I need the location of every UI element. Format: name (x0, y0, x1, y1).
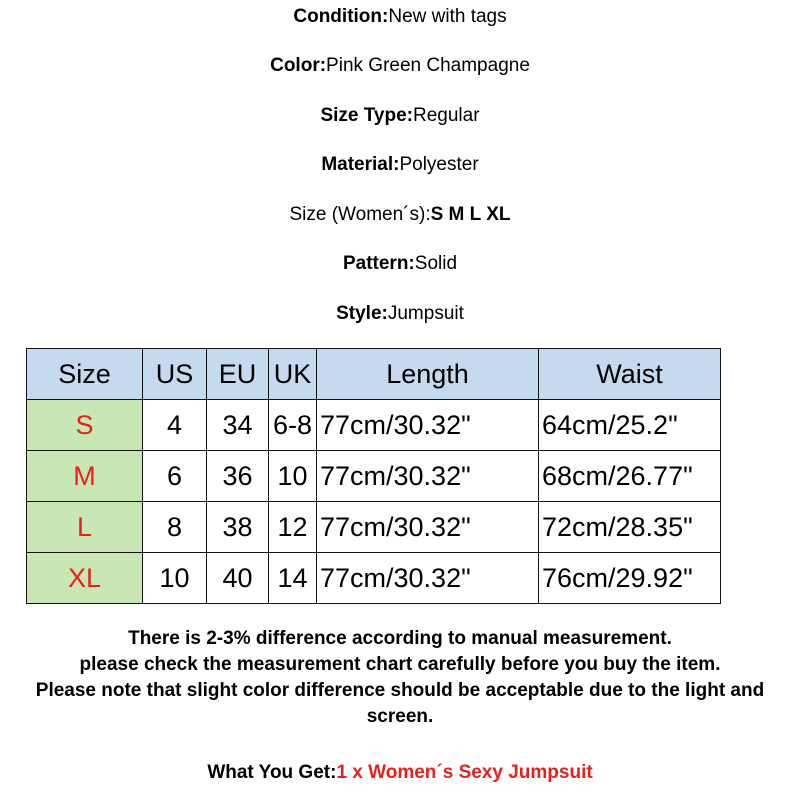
header-eu: EU (207, 349, 269, 400)
length-value: 77cm/30.32" (317, 400, 539, 451)
header-uk: UK (269, 349, 317, 400)
uk-value: 6-8 (269, 400, 317, 451)
waist-value: 68cm/26.77" (539, 451, 721, 502)
spec-size: Size (Women´s):S M L XL (289, 204, 511, 225)
us-value: 4 (143, 400, 207, 451)
package-label: What You Get: (207, 762, 337, 783)
header-waist: Waist (539, 349, 721, 400)
table-row (27, 451, 721, 502)
eu-value: 40 (207, 553, 269, 604)
length-value: 77cm/30.32" (317, 451, 539, 502)
waist-value: 64cm/25.2" (539, 400, 721, 451)
eu-value: 34 (207, 400, 269, 451)
spec-pattern: Pattern:Solid (342, 253, 458, 274)
uk-value: 12 (269, 502, 317, 553)
us-value: 10 (143, 553, 207, 604)
size-chart-table (26, 348, 721, 604)
table-row (27, 502, 721, 553)
length-value: 77cm/30.32" (317, 553, 539, 604)
package-value: 1 x Women´s Sexy Jumpsuit (336, 762, 593, 783)
eu-value: 38 (207, 502, 269, 553)
spec-size-type: Size Type:Regular (320, 105, 480, 126)
note-line: There is 2-3% difference according to manual measurement. (128, 628, 672, 649)
size-label: XL (27, 553, 143, 604)
table-row (27, 553, 721, 604)
spec-color: Color:Pink Green Champagne (270, 55, 530, 76)
spec-style: Style:Jumpsuit (336, 303, 464, 324)
header-us: US (143, 349, 207, 400)
note-line: please check the measurement chart carefully before you buy the item. (79, 654, 721, 675)
table-header-row (27, 349, 721, 400)
length-value: 77cm/30.32" (317, 502, 539, 553)
note-line: Please note that slight color difference should be acceptable due to the light and (35, 680, 765, 701)
package-contents (0, 762, 800, 784)
size-label: S (27, 400, 143, 451)
size-label: M (27, 451, 143, 502)
us-value: 6 (143, 451, 207, 502)
eu-value: 36 (207, 451, 269, 502)
us-value: 8 (143, 502, 207, 553)
spec-condition: Condition:New with tags (293, 6, 507, 27)
measurement-notes (0, 626, 800, 730)
spec-material: Material:Polyester (321, 154, 479, 175)
waist-value: 72cm/28.35" (539, 502, 721, 553)
table-row (27, 400, 721, 451)
waist-value: 76cm/29.92" (539, 553, 721, 604)
uk-value: 10 (269, 451, 317, 502)
note-line: screen. (366, 706, 434, 727)
header-size: Size (27, 349, 143, 400)
size-label: L (27, 502, 143, 553)
header-length: Length (317, 349, 539, 400)
uk-value: 14 (269, 553, 317, 604)
